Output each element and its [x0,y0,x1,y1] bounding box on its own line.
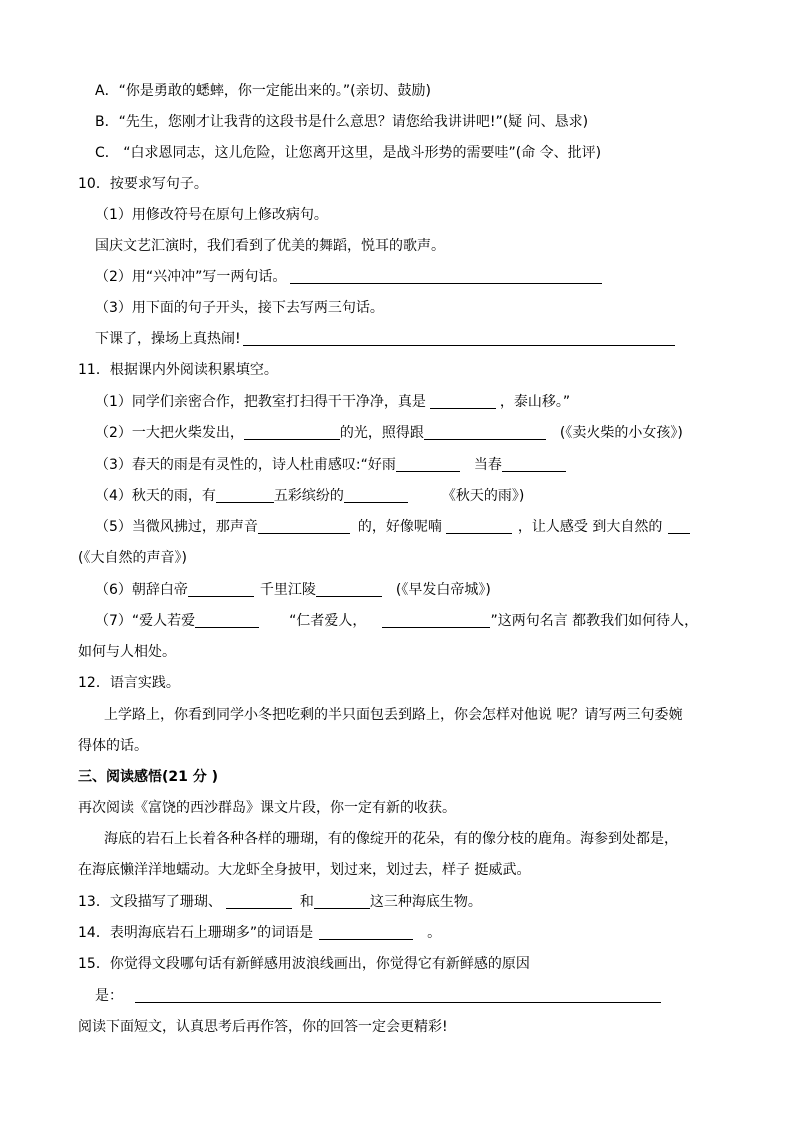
q11-item-4 [95,486,524,506]
answer-blank[interactable] [243,330,675,346]
answer-blank[interactable] [502,456,566,472]
q11-item-7 [95,611,698,631]
answer-blank[interactable] [244,424,340,440]
q11-item-3-text-a: （3）春天的雨是有灵性的，诗人杜甫感叹:“好雨 [95,457,396,473]
q11-item-7-text-b: “仁者爱人， [289,613,367,629]
question-12-title: 12．语言实践。 [78,675,180,691]
option-a: A．“你是勇敢的蟋蟀，你一定能出来的。”(亲切、鼓励) [95,83,432,99]
answer-blank[interactable] [430,393,496,409]
q10-sentence: 国庆文艺汇演时，我们看到了优美的舞蹈，悦耳的歌声。 [95,238,445,254]
q10-part-3-start-text: 下课了，操场上真热闹! [95,331,241,347]
q11-item-7-text-c: ”这两句名言 都教我们如何待人， [490,613,699,629]
closing-instruction: 阅读下面短文，认真思考后再作答，你的回答一定会更精彩! [78,1019,448,1035]
answer-blank[interactable] [446,518,512,534]
q12-prompt-line-1: 上学路上，你看到同学小冬把吃剩的半只面包丢到路上，你会怎样对他说 呢？请写两三句委婉 [104,707,683,723]
question-15-answer [95,986,661,1006]
q11-item-4-source: 《秋天的雨》) [441,488,525,504]
q11-item-2-source: (《卖火柴的小女孩》) [559,425,683,441]
q11-item-1-text-b: ，泰山移。” [499,394,571,410]
q11-item-6-text-b: 千里江陵 [259,582,316,598]
answer-blank[interactable] [319,924,413,940]
q10-part-2-text: （2）用“兴冲冲”写一两句话。 [95,269,287,285]
q10-part-3-start [95,329,675,349]
answer-blank[interactable] [382,612,490,628]
passage-line-1: 海底的岩石上长着各种各样的珊瑚，有的像绽开的花朵，有的像分枝的鹿角。海参到处都是， [104,831,678,847]
option-c: C． “白求恩同志，这儿危险，让您离开这里，是战斗形势的需要哇”(命 令、批评) [95,145,602,161]
answer-blank[interactable] [316,581,382,597]
answer-blank[interactable] [396,456,460,472]
q11-item-5-text-a: （5）当微风拂过，那声音 [95,519,258,535]
section-3-heading: 三、阅读感悟(21 分 ) [78,769,219,785]
answer-blank[interactable] [135,987,661,1003]
answer-blank[interactable] [258,518,350,534]
question-10-title: 10．按要求写句子。 [78,176,208,192]
question-14 [78,923,441,943]
q13-text-a: 13．文段描写了珊瑚、 [78,894,222,910]
option-b: B．“先生，您刚才让我背的这段书是什么意思？请您给我讲讲吧!”(疑 问、恳求) [95,114,589,130]
q11-item-5-source: (《大自然的声音》) [78,550,187,566]
answer-blank[interactable] [195,612,259,628]
q10-part-3: （3）用下面的句子开头，接下去写两三句话。 [95,300,384,316]
answer-blank[interactable] [668,518,690,534]
q14-text-b: 。 [427,925,442,941]
q11-item-1-text-a: （1）同学们亲密合作，把教室打扫得干干净净，真是 [95,394,426,410]
q11-item-2 [95,423,683,443]
q11-item-6-source: (《早发白帝城》) [395,582,491,598]
q12-prompt-line-2: 得体的话。 [78,738,148,754]
q11-item-7-text-a: （7）“爱人若爱 [95,613,196,629]
q11-item-3 [95,455,566,475]
q11-item-6-text-a: （6）朝辞白帝 [95,582,188,598]
q11-item-1 [95,392,570,412]
q11-item-4-text-a: （4）秋天的雨，有 [95,488,216,504]
q14-text-a: 14．表明海底岩石上珊瑚多”的词语是 [78,925,314,941]
q11-item-5-text-b: 的，好像呢喃 [357,519,442,535]
q11-item-6 [95,580,491,600]
q10-part-1: （1）用修改符号在原句上修改病句。 [95,207,328,223]
answer-blank[interactable] [188,581,254,597]
q11-item-3-text-b: 当春 [473,457,502,473]
q11-item-4-text-b: 五彩缤纷的 [273,488,344,504]
answer-blank[interactable] [344,487,408,503]
q11-item-5 [95,517,690,537]
question-13 [78,892,482,912]
q11-item-7-continued: 如何与人相处。 [78,644,176,660]
answer-blank[interactable] [226,893,292,909]
question-15: 15．你觉得文段哪句话有新鲜感用波浪线画出，你觉得它有新鲜感的原因 [78,956,530,972]
answer-blank[interactable] [290,268,602,284]
q11-item-2-text-a: （2）一大把火柴发出， [95,425,244,441]
question-11-title: 11．根据课内外阅读积累填空。 [78,362,278,378]
answer-blank[interactable] [314,893,370,909]
q15-text-b: 是： [95,988,123,1004]
answer-blank[interactable] [424,424,546,440]
answer-blank[interactable] [216,487,274,503]
passage-line-2: 在海底懒洋洋地蠕动。大龙虾全身披甲，划过来，划过去，样子 挺威武。 [78,862,531,878]
q11-item-5-text-c: ，让人感受 到大自然的 [517,519,663,535]
q10-part-2 [95,267,602,287]
q13-text-c: 这三种海底生物。 [369,894,482,910]
section-3-intro: 再次阅读《富饶的西沙群岛》课文片段，你一定有新的收获。 [78,800,456,816]
q11-item-2-text-b: 的光，照得跟 [339,425,424,441]
q13-text-b: 和 [299,894,314,910]
